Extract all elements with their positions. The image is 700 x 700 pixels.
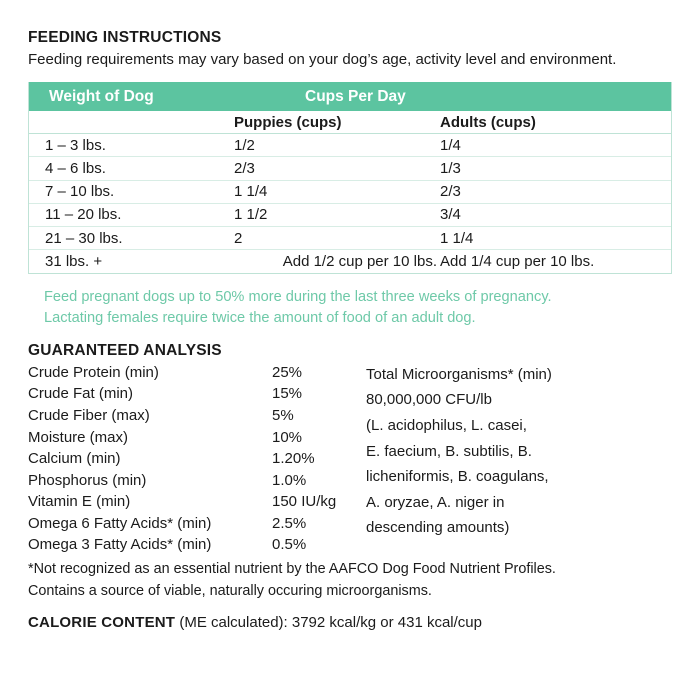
microorganism-line: E. faecium, B. subtilis, B. <box>366 442 532 460</box>
guaranteed-analysis-body <box>28 362 672 558</box>
microorganism-line: A. oryzae, A. niger in <box>366 493 505 511</box>
nutrient-value: 5% <box>272 406 294 424</box>
nutrient-row <box>28 448 368 470</box>
nutrient-value: 1.0% <box>272 471 307 489</box>
nutrient-label: Omega 3 Fatty Acids* (min) <box>28 536 212 554</box>
column-header-adults: Adults (cups) <box>440 113 536 131</box>
table-row <box>29 181 671 204</box>
pregnancy-note-line-2: Lactating females require twice the amount of food of an adult dog. <box>44 310 476 327</box>
nutrient-row <box>28 513 368 535</box>
nutrient-label: Crude Fiber (max) <box>28 406 150 424</box>
microorganism-list <box>366 362 696 541</box>
calorie-content-label: CALORIE CONTENT <box>28 614 176 632</box>
cell-puppies: 1 1/4 <box>234 183 268 201</box>
pregnancy-note-line-1: Feed pregnant dogs up to 50% more during the last three weeks of pregnancy. <box>44 289 552 306</box>
column-header-cups-per-day: Cups Per Day <box>305 87 406 105</box>
cell-adults: 3/4 <box>440 206 461 224</box>
nutrient-value: 25% <box>272 363 303 381</box>
cell-weight: 31 lbs. + <box>45 253 103 271</box>
cell-adults: 1 1/4 <box>440 229 474 247</box>
nutrient-value: 150 IU/kg <box>272 493 337 511</box>
pregnancy-note <box>28 287 672 328</box>
cell-adults: 2/3 <box>440 183 461 201</box>
table-row <box>29 134 671 157</box>
nutrient-label: Phosphorus (min) <box>28 471 147 489</box>
cell-weight: 21 – 30 lbs. <box>45 229 123 247</box>
nutrient-value: 15% <box>272 385 303 403</box>
nutrient-value: 0.5% <box>272 536 307 554</box>
microorganism-line: (L. acidophilus, L. casei, <box>366 416 527 434</box>
feeding-instructions-title: FEEDING INSTRUCTIONS <box>28 29 222 46</box>
column-header-puppies: Puppies (cups) <box>234 113 342 131</box>
cell-weight: 1 – 3 lbs. <box>45 136 106 154</box>
footnote-asterisk: *Not recognized as an essential nutrient by the AAFCO Dog Food Nutrient Profiles. <box>28 560 556 577</box>
feeding-instructions-intro: Feeding requirements may vary based on your dog’s age, activity level and environment. <box>28 51 617 69</box>
feeding-table <box>28 82 672 274</box>
table-row <box>29 250 671 273</box>
nutrient-value: 1.20% <box>272 450 315 468</box>
nutrient-row <box>28 362 368 384</box>
table-row <box>29 157 671 180</box>
nutrient-value: 10% <box>272 428 303 446</box>
table-row <box>29 204 671 227</box>
cell-adults: 1/4 <box>440 136 461 154</box>
column-header-weight: Weight of Dog <box>49 87 154 105</box>
calorie-content <box>28 614 672 631</box>
cell-puppies: 1 1/2 <box>234 206 268 224</box>
nutrient-row <box>28 491 368 513</box>
footnote-viable-source: Contains a source of viable, naturally occuring microorganisms. <box>28 582 432 599</box>
nutrient-label: Moisture (max) <box>28 428 129 446</box>
cell-weight: 4 – 6 lbs. <box>45 159 106 177</box>
nutrient-row <box>28 427 368 449</box>
nutrient-list <box>28 362 368 556</box>
nutrient-value: 2.5% <box>272 514 307 532</box>
nutrient-row <box>28 405 368 427</box>
nutrient-row <box>28 534 368 556</box>
nutrient-label: Omega 6 Fatty Acids* (min) <box>28 514 212 532</box>
table-subheader-row <box>29 111 671 134</box>
cell-adults: Add 1/4 cup per 10 lbs. <box>440 253 595 271</box>
calorie-content-value: (ME calculated): 3792 kcal/kg or 431 kcal/cup <box>175 614 482 632</box>
nutrient-label: Crude Fat (min) <box>28 385 134 403</box>
cell-puppies: 2/3 <box>234 159 255 177</box>
microorganism-line: descending amounts) <box>366 519 510 537</box>
microorganism-line: Total Microorganisms* (min) <box>366 365 552 383</box>
cell-weight: 7 – 10 lbs. <box>45 183 115 201</box>
cell-weight: 11 – 20 lbs. <box>45 206 122 224</box>
nutrient-row <box>28 383 368 405</box>
nutrient-label: Crude Protein (min) <box>28 363 159 381</box>
cell-puppies: Add 1/2 cup per 10 lbs. <box>282 253 437 271</box>
cell-adults: 1/3 <box>440 159 461 177</box>
table-row <box>29 227 671 250</box>
cell-puppies: 2 <box>234 229 243 247</box>
cell-puppies: 1/2 <box>234 136 255 154</box>
microorganism-line: licheniformis, B. coagulans, <box>366 468 549 486</box>
nutrient-label: Vitamin E (min) <box>28 493 131 511</box>
nutrient-label: Calcium (min) <box>28 450 121 468</box>
nutrient-row <box>28 470 368 492</box>
microorganism-line: 80,000,000 CFU/lb <box>366 391 492 409</box>
guaranteed-analysis-title: GUARANTEED ANALYSIS <box>28 341 222 359</box>
table-header-row <box>29 82 671 111</box>
